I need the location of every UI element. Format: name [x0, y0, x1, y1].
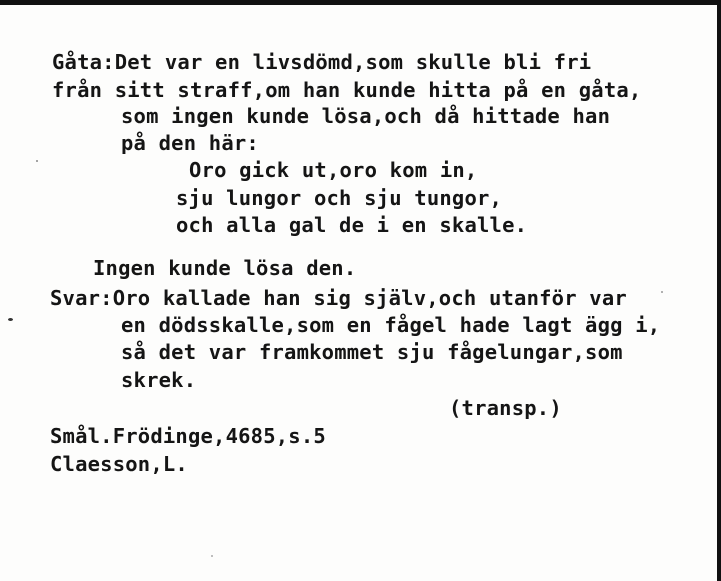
verse-line-1: Oro gick ut,oro kom in,: [189, 158, 478, 182]
ink-speck: [36, 160, 38, 162]
riddle-line-4: på den här:: [121, 131, 259, 155]
answer-line-4: skrek.: [121, 368, 197, 392]
answer-line-2: en dödsskalle,som en fågel hade lagt ägg i,: [121, 313, 661, 337]
verse-line-3: och alla gal de i en skalle.: [176, 213, 528, 237]
card-right-edge: [717, 0, 721, 581]
riddle-line-3: som ingen kunde lösa,och då hittade han: [121, 104, 611, 128]
verse-line-2: sju lungor och sju tungor,: [176, 186, 503, 210]
answer-line-3: så det var framkommet sju fågelungar,som: [121, 340, 623, 364]
ink-speck: [661, 291, 663, 293]
collector-name: Claesson,L.: [50, 452, 188, 476]
ink-speck: [8, 318, 13, 321]
riddle-line-1: Gåta:Det var en livsdömd,som skulle bli fri: [52, 50, 592, 74]
transcription-note: (transp.): [449, 396, 562, 420]
source-reference: Smål.Frödinge,4685,s.5: [50, 424, 326, 448]
unsolved-line: Ingen kunde lösa den.: [93, 256, 357, 280]
ink-speck: [211, 555, 213, 557]
card-top-edge: [0, 0, 721, 5]
riddle-line-2: från sitt straff,om han kunde hitta på en gåta,: [52, 78, 642, 102]
answer-line-1: Svar:Oro kallade han sig själv,och utanför var: [50, 286, 627, 310]
